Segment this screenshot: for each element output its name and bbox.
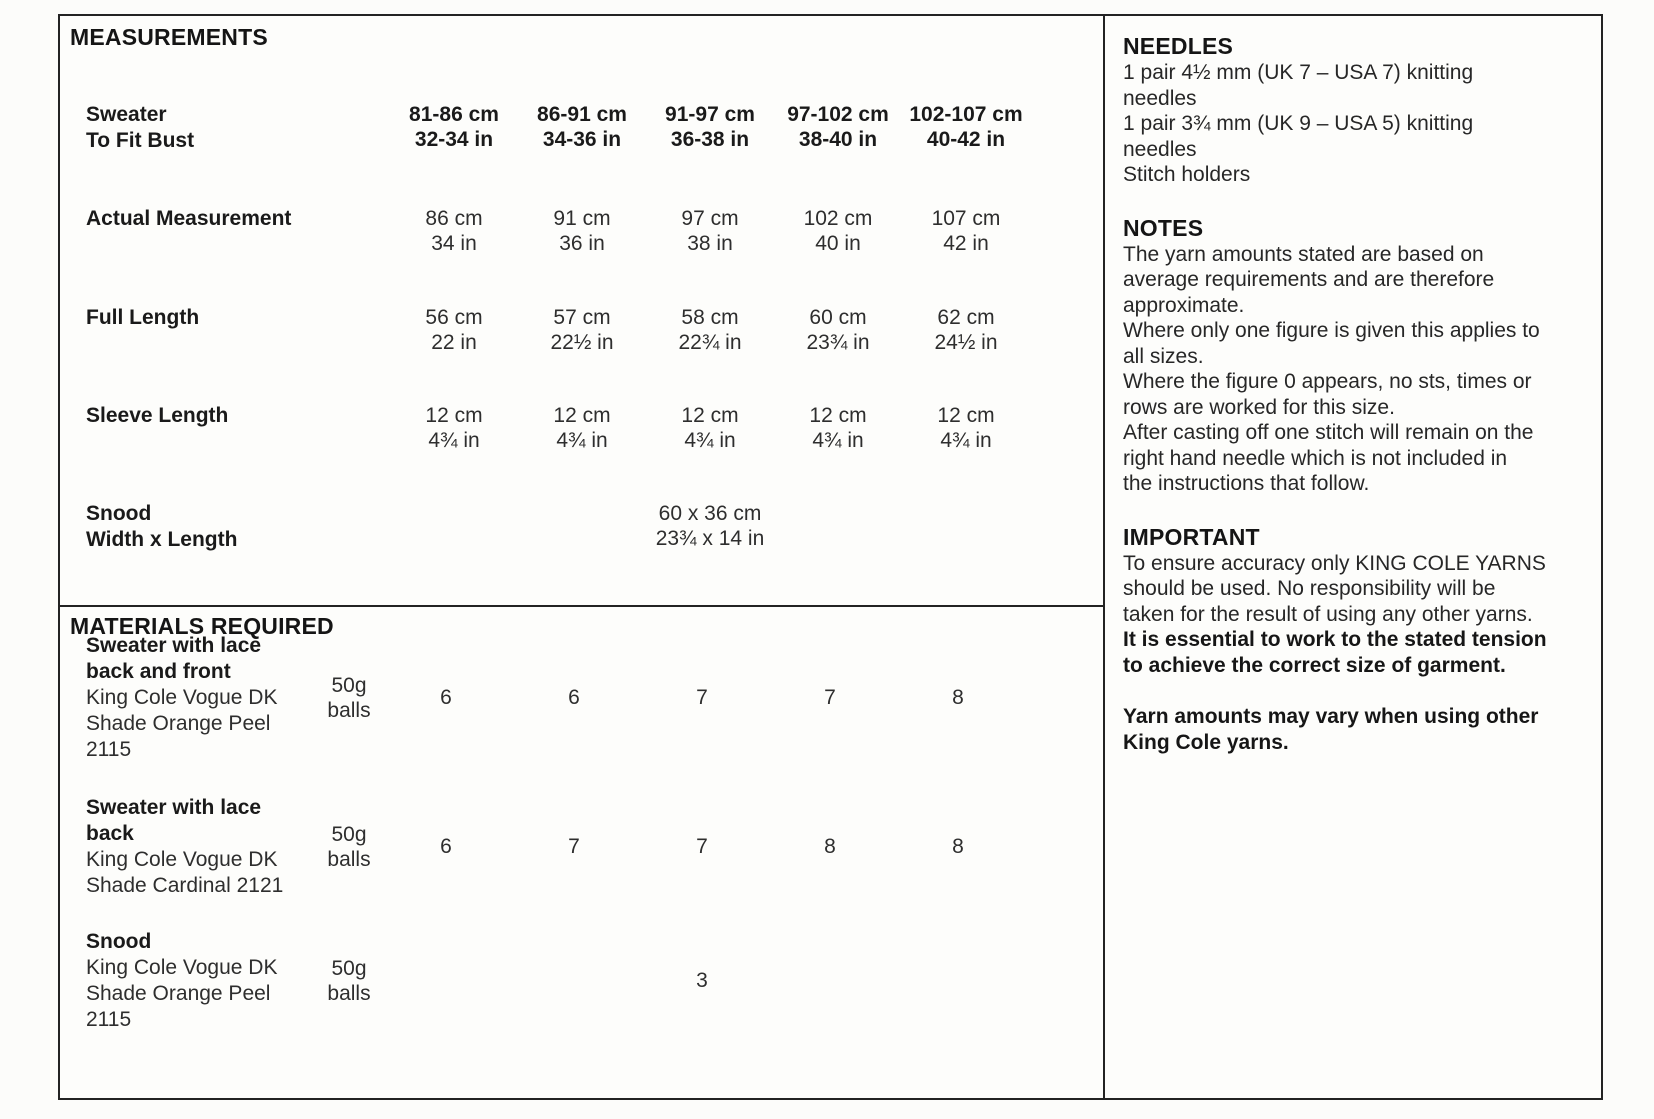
measurement-cell: 60 cm 23¾ in [806, 306, 870, 354]
measurement-cell: 97 cm 38 in [681, 207, 739, 255]
material-unit: 50g balls [327, 674, 371, 722]
size-header-row [60, 102, 1103, 154]
measurement-cell: 57 cm 22½ in [550, 306, 614, 354]
measurement-row-snood [60, 501, 1103, 553]
measurement-cell: 12 cm 4¾ in [681, 404, 739, 452]
qty-cell: 6 [440, 835, 452, 858]
size-header-label: Sweater To Fit Bust [86, 103, 195, 152]
qty-cell: 8 [824, 835, 836, 858]
measurement-cell: 12 cm 4¾ in [809, 404, 867, 452]
important-tension-text: It is essential to work to the stated tension to achieve the correct size of garment. [1123, 628, 1547, 677]
row-label: Full Length [86, 306, 200, 329]
measurement-row-full-length [60, 305, 1103, 355]
qty-cell: 7 [696, 835, 708, 858]
material-description [86, 929, 316, 1033]
material-name: Snood [86, 930, 152, 953]
row-label: Actual Measurement [86, 207, 292, 230]
needles-title: NEEDLES [1123, 33, 1234, 59]
qty-cell: 8 [952, 835, 964, 858]
measurement-cell: 12 cm 4¾ in [937, 404, 995, 452]
qty-cell: 7 [568, 835, 580, 858]
size-column-header: 91-97 cm 36-38 in [665, 103, 755, 151]
measurement-cell: 58 cm 22¾ in [678, 306, 742, 354]
row-label: Snood Width x Length [86, 502, 238, 551]
measurement-cell: 102 cm 40 in [803, 207, 873, 255]
notes-text: The yarn amounts stated are based on average requirements and are therefore approximate. Where only one figure is given this applies to all sizes. Where the figure 0 appears, no sts, times or rows are worked for this size. After casting off one stitch will remain on the right hand needle which is not included in the instructions that follow. [1123, 242, 1540, 495]
pattern-info-sheet [58, 14, 1603, 1100]
notes-title: NOTES [1123, 214, 1204, 241]
measurements-title: MEASUREMENTS [70, 24, 268, 50]
material-unit: 50g balls [327, 957, 371, 1005]
measurement-cell: 12 cm 4¾ in [425, 404, 483, 452]
material-yarn: King Cole Vogue DK Shade Cardinal 2121 [86, 848, 284, 897]
qty-cell: 7 [696, 686, 708, 709]
measurements-section [60, 16, 1103, 607]
important-text: To ensure accuracy only KING COLE YARNS should be used. No responsibility will be taken for the result of using any other yarns. [1123, 551, 1546, 626]
row-label: Sleeve Length [86, 404, 229, 427]
material-item-sweater-lace-back-front [60, 633, 1103, 763]
qty-cell: 7 [824, 686, 836, 709]
material-unit: 50g balls [327, 823, 371, 871]
size-column-header: 86-91 cm 34-36 in [537, 103, 627, 151]
qty-cell: 3 [696, 969, 708, 992]
qty-cell: 6 [568, 686, 580, 709]
material-description [86, 633, 316, 763]
important-title: IMPORTANT [1123, 523, 1260, 550]
material-name: Sweater with lace back and front [86, 634, 262, 683]
measurement-cell: 86 cm 34 in [425, 207, 483, 255]
measurement-cell: 56 cm 22 in [425, 306, 483, 354]
size-column-header: 102-107 cm 40-42 in [909, 103, 1023, 151]
material-name: Sweater with lace back [86, 796, 262, 845]
material-yarn: King Cole Vogue DK Shade Orange Peel 2115 [86, 686, 278, 761]
measurement-row-sleeve-length [60, 403, 1103, 453]
material-item-snood [60, 929, 1103, 1033]
measurement-cell: 91 cm 36 in [553, 207, 611, 255]
material-item-sweater-lace-back [60, 795, 1103, 899]
right-column [1105, 16, 1601, 1098]
material-yarn: King Cole Vogue DK Shade Orange Peel 2115 [86, 956, 278, 1031]
left-column [60, 16, 1105, 1098]
size-column-header: 97-102 cm 38-40 in [787, 103, 889, 151]
materials-section [60, 607, 1103, 1098]
needles-list: 1 pair 4½ mm (UK 7 – USA 7) knitting needles 1 pair 3¾ mm (UK 9 – USA 5) knitting needles Stitch holders [1123, 61, 1474, 186]
material-description [86, 795, 316, 899]
yarn-amounts-note: Yarn amounts may vary when using other King Cole yarns. [1123, 705, 1539, 754]
measurement-cell: 62 cm 24½ in [934, 306, 998, 354]
qty-cell: 6 [440, 686, 452, 709]
qty-cell: 8 [952, 686, 964, 709]
materials-title: MATERIALS REQUIRED [70, 613, 334, 639]
measurement-cell: 12 cm 4¾ in [553, 404, 611, 452]
snood-measurement-cell: 60 x 36 cm 23¾ x 14 in [655, 502, 765, 550]
measurement-row-actual [60, 206, 1103, 256]
size-column-header: 81-86 cm 32-34 in [409, 103, 499, 151]
measurement-cell: 107 cm 42 in [931, 207, 1001, 255]
